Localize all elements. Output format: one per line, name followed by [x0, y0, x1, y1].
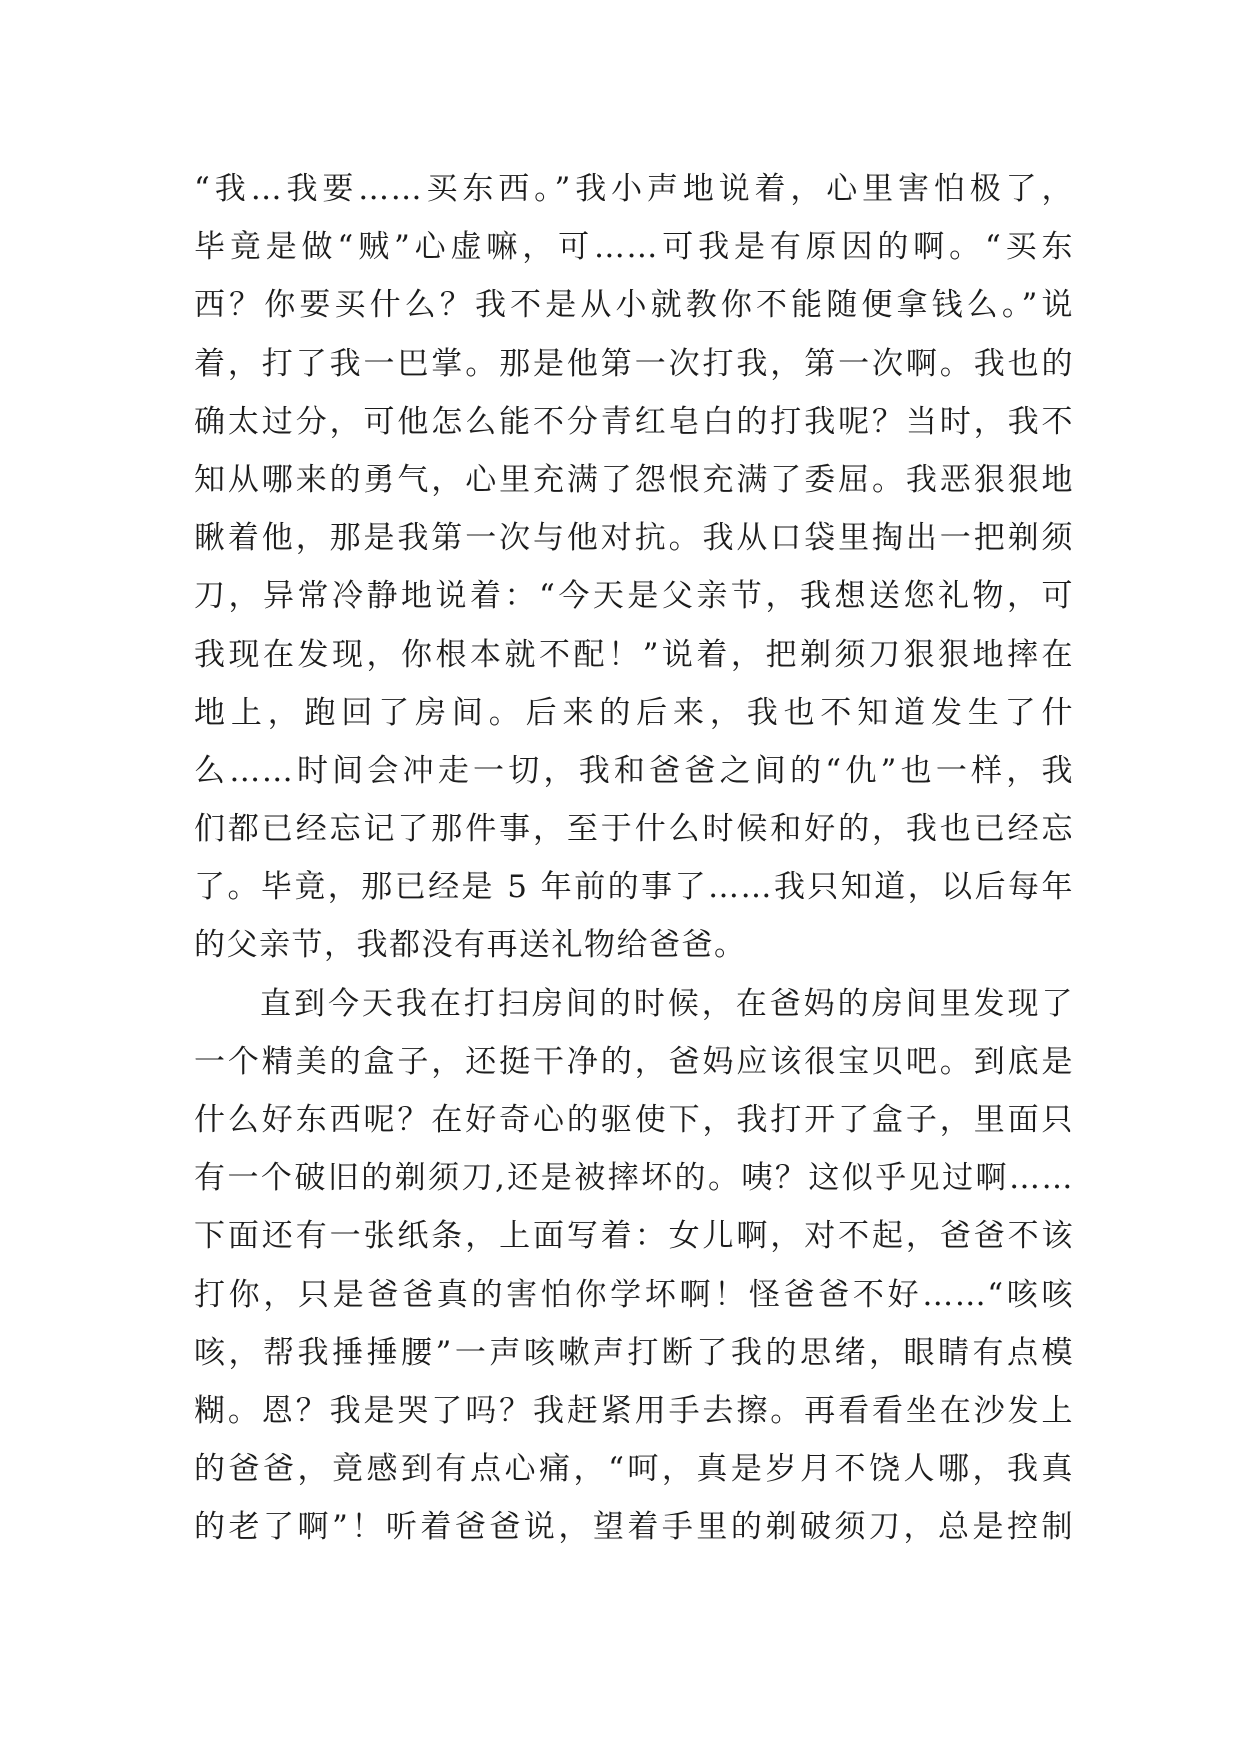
text-line: 一个精美的盒子，还挺干净的，爸妈应该很宝贝吧。到底是 [194, 1043, 1074, 1080]
text-line: 咳，帮我捶捶腰”一声咳嗽声打断了我的思绪，眼睛有点模 [194, 1334, 1074, 1371]
text-line: 下面还有一张纸条，上面写着：女儿啊，对不起，爸爸不该 [194, 1218, 1074, 1255]
text-line: 西？你要买什么？我不是从小就教你不能随便拿钱么。”说 [194, 287, 1074, 324]
paragraph-2 [194, 975, 1074, 1557]
text-line: 们都已经忘记了那件事，至于什么时候和好的，我也已经忘 [194, 811, 1074, 848]
text-line: 了。毕竟，那已经是 5 年前的事了……我只知道，以后每年 [194, 869, 1074, 906]
text-line: 着，打了我一巴掌。那是他第一次打我，第一次啊。我也的 [194, 345, 1074, 382]
text-line: 地上，跑回了房间。后来的后来，我也不知道发生了什 [194, 694, 1074, 731]
text-line: 我现在发现，你根本就不配！”说着，把剃须刀狠狠地摔在 [194, 636, 1074, 673]
text-line: 打你，只是爸爸真的害怕你学坏啊！怪爸爸不好……“咳咳 [194, 1276, 1074, 1313]
text-line: 的爸爸，竟感到有点心痛，“呵，真是岁月不饶人哪，我真 [194, 1451, 1074, 1488]
body-text [194, 160, 1074, 1557]
text-line-last: 的父亲节，我都没有再送礼物给爸爸。 [194, 927, 747, 964]
paragraph-1 [194, 160, 1074, 975]
text-line: 么……时间会冲走一切，我和爸爸之间的“仇”也一样，我 [194, 752, 1074, 789]
text-line: 知从哪来的勇气，心里充满了怨恨充满了委屈。我恶狠狠地 [194, 461, 1074, 498]
text-line: 毕竟是做“贼”心虚嘛，可……可我是有原因的啊。“买东 [194, 229, 1074, 266]
text-line: 糊。恩？我是哭了吗？我赶紧用手去擦。再看看坐在沙发上 [194, 1392, 1074, 1429]
text-line: 确太过分，可他怎么能不分青红皂白的打我呢？当时，我不 [194, 403, 1074, 440]
text-line: “我…我要……买东西。”我小声地说着，心里害怕极了， [194, 171, 1074, 207]
text-line: 有一个破旧的剃须刀,还是被摔坏的。咦？这似乎见过啊…… [194, 1160, 1074, 1197]
text-line: 瞅着他，那是我第一次与他对抗。我从口袋里掏出一把剃须 [194, 520, 1074, 557]
text-line: 什么好东西呢？在好奇心的驱使下，我打开了盒子，里面只 [194, 1102, 1074, 1138]
text-line: 刀，异常冷静地说着：“今天是父亲节，我想送您礼物，可 [194, 578, 1074, 615]
text-line-first: 直到今天我在打扫房间的时候，在爸妈的房间里发现了 [260, 985, 1074, 1022]
text-line: 的老了啊”！听着爸爸说，望着手里的剃破须刀，总是控制 [194, 1509, 1074, 1546]
